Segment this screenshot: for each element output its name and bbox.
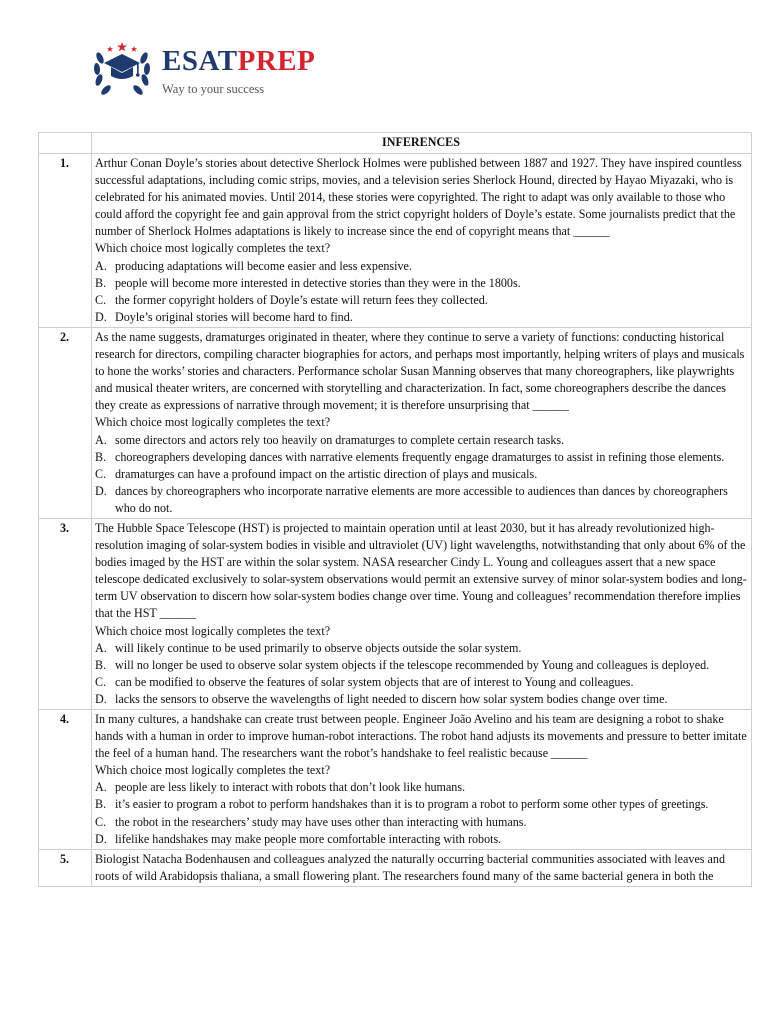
answer-option-text: dramaturges can have a profound impact on the artistic direction of plays and musicals. bbox=[115, 466, 538, 481]
answer-option[interactable] bbox=[95, 691, 747, 708]
answer-option-text: it’s easier to program a robot to perform handshakes than it is to program a robot to perform some other types of greetings. bbox=[115, 797, 709, 812]
answer-option-text: Doyle’s original stories will become hard to find. bbox=[115, 309, 353, 324]
brand-name bbox=[162, 44, 315, 78]
answer-option-letter: A. bbox=[95, 258, 107, 273]
answer-option-text: dances by choreographers who incorporate narrative elements are more accessible to audiences than dances by choreographers who do not. bbox=[115, 483, 728, 515]
answer-option-text: the robot in the researchers’ study may have uses other than interacting with humans. bbox=[115, 814, 527, 829]
answer-option[interactable] bbox=[95, 640, 747, 657]
question-prompt: Which choice most logically completes the text? bbox=[95, 763, 331, 778]
answer-option-text: some directors and actors rely too heavily on dramaturges to complete certain research tasks. bbox=[115, 432, 565, 447]
answer-option-letter: D. bbox=[95, 483, 107, 498]
answer-option-letter: C. bbox=[95, 674, 107, 689]
brand-name-part1: ESAT bbox=[162, 45, 238, 77]
answer-option[interactable] bbox=[95, 779, 747, 796]
table-header-row bbox=[39, 133, 752, 154]
question-row bbox=[39, 849, 752, 886]
question-row bbox=[39, 518, 752, 709]
question-row bbox=[39, 154, 752, 328]
answer-option-letter: B. bbox=[95, 797, 107, 812]
answer-option-letter: C. bbox=[95, 814, 107, 829]
answer-option-text: the former copyright holders of Doyle’s estate will return fees they collected. bbox=[115, 292, 488, 307]
answer-option[interactable] bbox=[95, 432, 747, 449]
question-number: 3. bbox=[39, 518, 92, 709]
question-passage: The Hubble Space Telescope (HST) is projected to maintain operation until at least 2030, but it has already revolutionized high-resolution imaging of solar-system bodies in visible and ultraviolet (UV) light wavelengths, notwithstanding that only about 6% of the bodies imaged by the HST are within the solar system. NASA researcher Cindy L. Young and colleagues assert that a new space telescope dedicated exclusively to solar-system observations would permit an extensive survey of minor solar-system bodies and long-term UV observation to discern how solar-system bodies change over time. Young and colleagues’ recommendation therefore implies that the HST ______ bbox=[95, 520, 747, 621]
answer-option-text: can be modified to observe the features of solar system objects that are of interest to Young and colleagues. bbox=[115, 674, 634, 689]
answer-option[interactable] bbox=[95, 814, 747, 831]
answer-option[interactable] bbox=[95, 466, 747, 483]
answer-option-letter: D. bbox=[95, 831, 107, 846]
question-cell bbox=[92, 518, 752, 709]
question-number: 5. bbox=[39, 849, 92, 886]
question-prompt: Which choice most logically completes the text? bbox=[95, 415, 331, 430]
answer-option-text: choreographers developing dances with narrative elements frequently engage dramaturges to assist in refining those elements. bbox=[115, 449, 725, 464]
answer-options bbox=[95, 432, 747, 517]
question-row bbox=[39, 327, 752, 518]
answer-option-text: lifelike handshakes may make people more comfortable interacting with robots. bbox=[115, 831, 502, 846]
answer-option-letter: D. bbox=[95, 691, 107, 706]
question-passage: Arthur Conan Doyle’s stories about detective Sherlock Holmes were published between 1887 and 1927. They have inspired countless successful adaptations, including comic strips, movies, and a television series Sherlock Hound, directed by Hayao Miyazaki, who is celebrated for his animated movies. Until 2014, these stories were copyrighted. The right to adapt was only available to those who could afford the copyright fee and gain approval from the strict copyright holders of Doyle’s estate. Some journalists predict that the number of Sherlock Holmes adaptations is likely to increase since the end of copyright means that ______ bbox=[95, 156, 742, 239]
question-number: 4. bbox=[39, 710, 92, 850]
question-cell bbox=[92, 327, 752, 518]
esatprep-logo bbox=[90, 40, 330, 102]
question-passage: As the name suggests, dramaturges originated in theater, where they continue to serve a variety of functions: conducting historical research for directors, compiling character biographies for actors, and perhaps most importantly, helping writers of plays and musicals to hone the works’ stories and characters. Performance scholar Susan Manning observes that many choreographers, like playwrights and musical theater writers, are concerned with storytelling and characterization. In fact, some choreographers describe the dances they create as expressions of narrative through movement; it is therefore unsurprising that ______ bbox=[95, 329, 745, 413]
inferences-table bbox=[38, 132, 752, 887]
answer-option-letter: C. bbox=[95, 466, 107, 481]
table-heading: INFERENCES bbox=[92, 133, 752, 154]
answer-option-letter: A. bbox=[95, 640, 107, 655]
answer-options bbox=[95, 258, 747, 326]
question-cell bbox=[92, 849, 752, 886]
question-prompt: Which choice most logically completes the text? bbox=[95, 623, 331, 638]
answer-option-letter: B. bbox=[95, 657, 107, 672]
answer-option-text: people will become more interested in detective stories than they were in the 1800s. bbox=[115, 275, 521, 290]
answer-option-letter: A. bbox=[95, 780, 107, 795]
question-passage: Biologist Natacha Bodenhausen and colleagues analyzed the naturally occurring bacterial communities associated with leaves and roots of wild Arabidopsis thaliana, a small flowering plant. The researchers found many of the same bacterial genera in both the bbox=[95, 851, 725, 883]
brand-name-part2: PREP bbox=[237, 45, 316, 77]
question-cell bbox=[92, 154, 752, 328]
question-prompt: Which choice most logically completes the text? bbox=[95, 241, 331, 256]
answer-option[interactable] bbox=[95, 796, 747, 813]
answer-option-text: will likely continue to be used primarily to observe objects outside the solar system. bbox=[115, 640, 522, 655]
answer-option-text: lacks the sensors to observe the wavelengths of light needed to discern how solar system bodies change over time. bbox=[115, 691, 668, 706]
answer-option[interactable] bbox=[95, 657, 747, 674]
question-cell bbox=[92, 710, 752, 850]
answer-option[interactable] bbox=[95, 831, 747, 848]
answer-options bbox=[95, 640, 747, 708]
question-passage: In many cultures, a handshake can create trust between people. Engineer João Avelino and his team are designing a robot to shake hands with a human in order to improve human-robot interactions. The robot hand adjusts its movements and pressure to better imitate the feel of a human hand. The researchers want the robot’s handshake to feel realistic because ______ bbox=[95, 712, 747, 761]
inferences-table-body bbox=[39, 133, 752, 887]
answer-option[interactable] bbox=[95, 674, 747, 691]
answer-option[interactable] bbox=[95, 292, 747, 309]
answer-option-text: producing adaptations will become easier and less expensive. bbox=[115, 258, 412, 273]
answer-option-letter: D. bbox=[95, 309, 107, 324]
question-number: 1. bbox=[39, 154, 92, 328]
answer-option[interactable] bbox=[95, 483, 747, 517]
answer-option-letter: C. bbox=[95, 292, 107, 307]
answer-option-letter: A. bbox=[95, 432, 107, 447]
question-row bbox=[39, 710, 752, 850]
answer-option-letter: B. bbox=[95, 449, 107, 464]
brand-tagline: Way to your success bbox=[162, 82, 265, 96]
answer-option[interactable] bbox=[95, 275, 747, 292]
question-number: 2. bbox=[39, 327, 92, 518]
laurel-graduation-cap-icon bbox=[90, 40, 154, 102]
answer-option[interactable] bbox=[95, 258, 747, 275]
answer-options bbox=[95, 779, 747, 847]
answer-option[interactable] bbox=[95, 449, 747, 466]
answer-option[interactable] bbox=[95, 309, 747, 326]
table-header-blank-cell bbox=[39, 133, 92, 154]
answer-option-text: people are less likely to interact with robots that don’t look like humans. bbox=[115, 780, 466, 795]
answer-option-text: will no longer be used to observe solar system objects if the telescope recommended by Young and colleagues is deployed. bbox=[115, 657, 710, 672]
answer-option-letter: B. bbox=[95, 275, 107, 290]
